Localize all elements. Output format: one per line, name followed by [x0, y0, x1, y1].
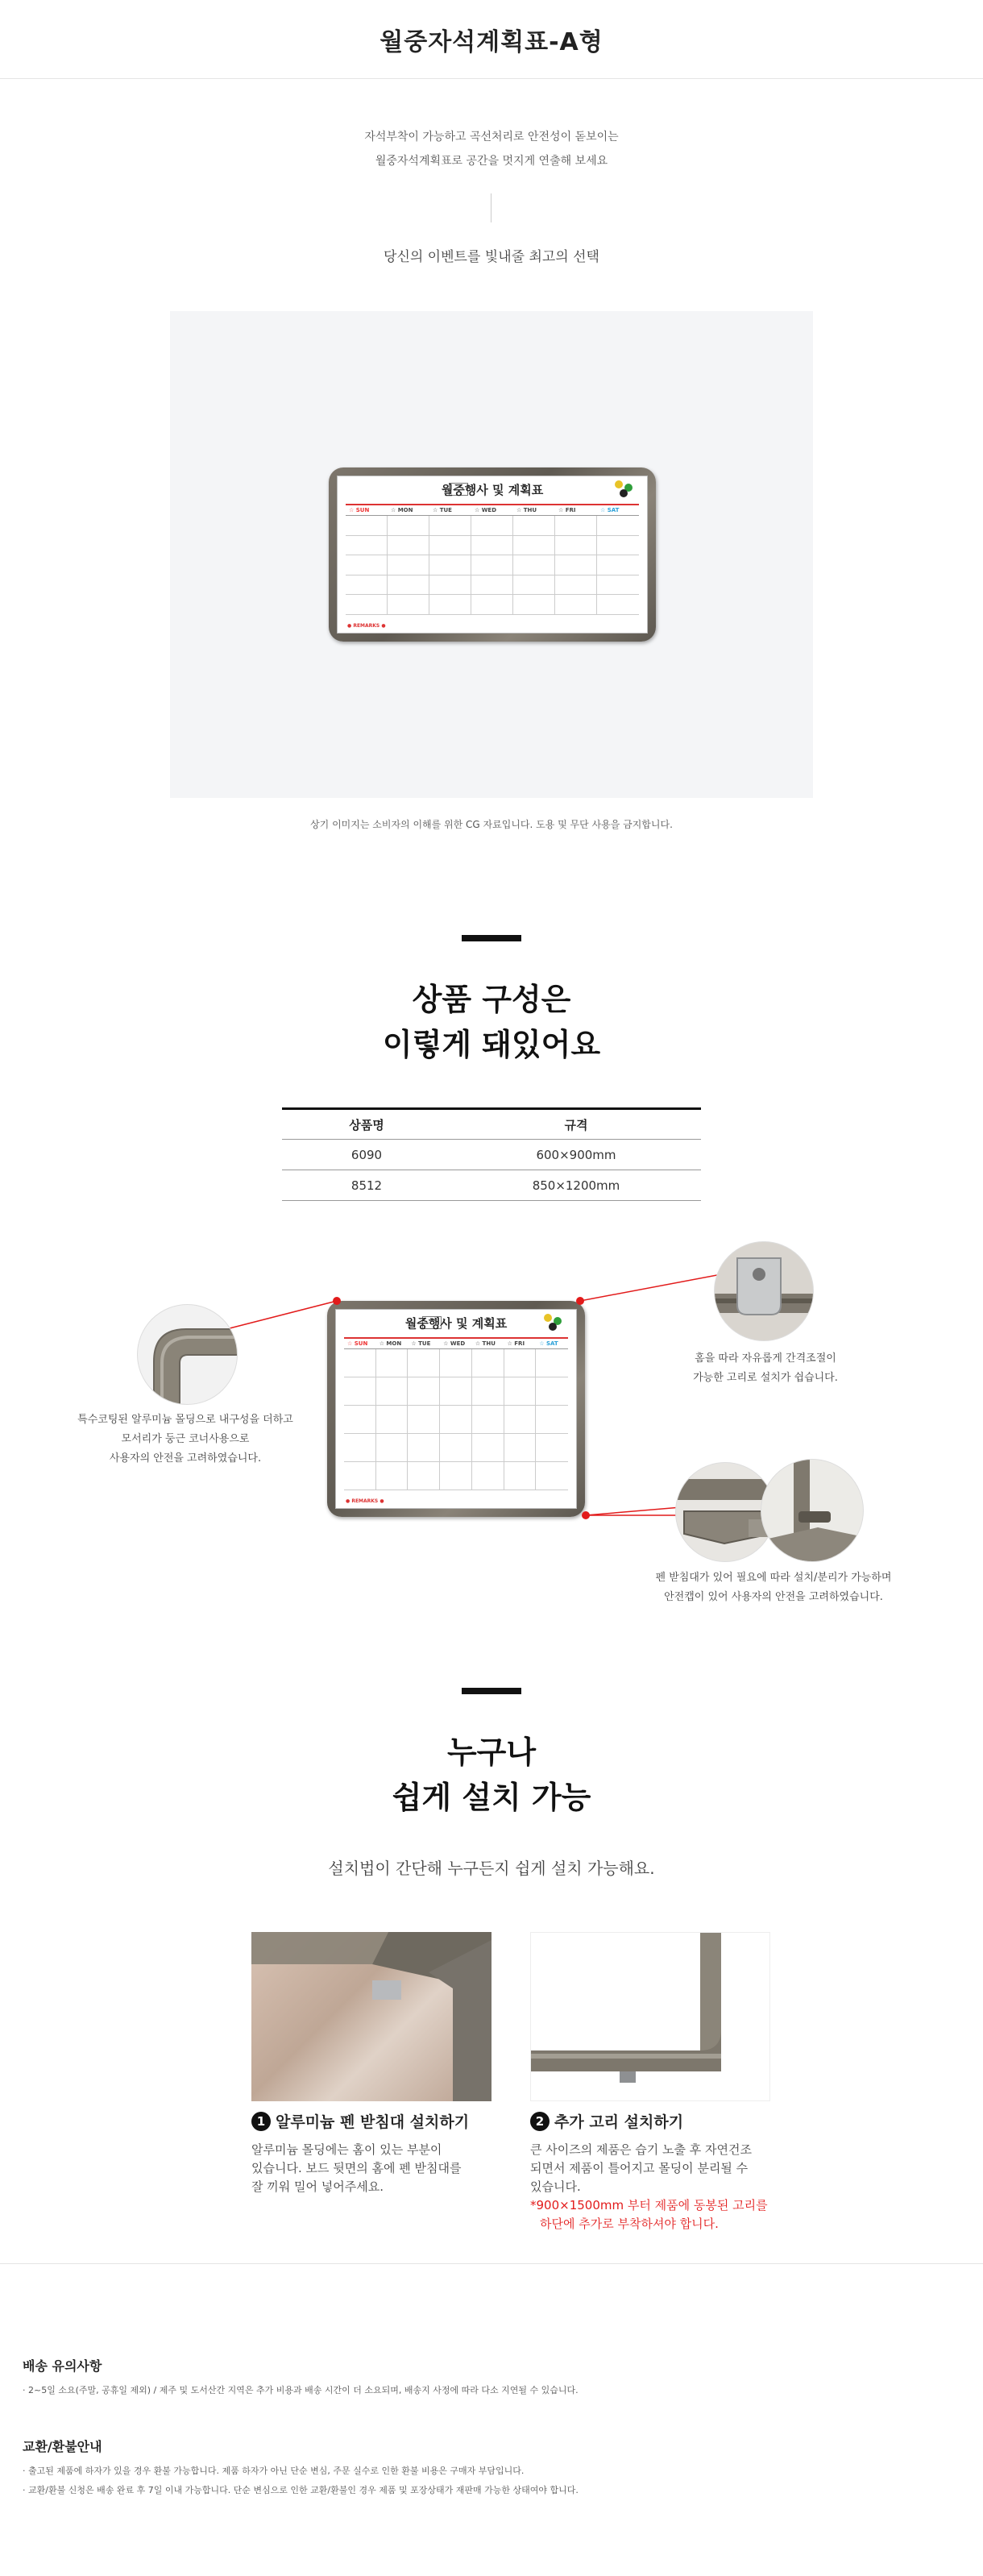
step2-photo: [530, 1932, 770, 2101]
policy-footer: [0, 2263, 983, 2576]
calendar-cell: [440, 1462, 472, 1490]
intro-line-2: 월중자석계획표로 공간을 멋지게 연출해 보세요: [375, 155, 608, 168]
magnet-black: [549, 1323, 557, 1331]
shipping-heading: 배송 유의사항: [23, 2358, 102, 2374]
calendar-cell: [440, 1377, 472, 1406]
calendar-cell: [408, 1434, 440, 1462]
step2-description: [530, 2141, 772, 2233]
calendar-cell: [408, 1349, 440, 1377]
page-title: 월중자석계획표-A형: [380, 27, 603, 56]
install-title-line-2: 쉽게 설치 가능: [392, 1780, 591, 1815]
day-header: ☆ THU: [472, 1339, 504, 1349]
cell-name: 6090: [282, 1140, 451, 1170]
zoom-corner-molding: [137, 1304, 238, 1405]
day-header: ☆ SUN: [346, 505, 388, 516]
calendar-cell: [408, 1462, 440, 1490]
calendar-cell: [408, 1406, 440, 1434]
calendar-cell: [344, 1406, 376, 1434]
zoom-safety-cap: [761, 1459, 864, 1562]
image-caption: 상기 이미지는 소비자의 이해를 위한 CG 자료입니다. 도용 및 무단 사용을 금지합니다.: [310, 819, 673, 830]
calendar-cell: [536, 1434, 568, 1462]
step2-number: 2: [530, 2112, 550, 2131]
note-line: 모서리가 둥근 코너사용으로: [121, 1433, 250, 1445]
calendar-cell: [376, 1377, 409, 1406]
exchange-heading: 교환/환불안내: [23, 2439, 102, 2454]
board-remarks: ● REMARKS ●: [347, 623, 386, 629]
calendar-cell: [376, 1349, 409, 1377]
calendar-cell: [376, 1406, 409, 1434]
exchange-line: · 교환/환불 신청은 배송 완료 후 7일 이내 가능합니다. 단순 변심으로 인한 교환/환불인 경우 제품 및 포장상태가 재판매 가능한 상태여야 합니다.: [23, 2485, 579, 2495]
calendar-cell: [472, 1462, 504, 1490]
magnet-yellow: [544, 1314, 552, 1322]
composition-title-line-1: 상품 구성은: [412, 982, 571, 1017]
day-header: ☆ TUE: [429, 505, 471, 516]
cell-size: 600×900mm: [451, 1140, 701, 1170]
board-remarks: ● REMARKS ●: [346, 1498, 384, 1504]
desc-line: 알루미늄 몰딩에는 홈이 있는 부분이: [251, 2142, 442, 2157]
calendar-cell: [376, 1434, 409, 1462]
calendar-cell: [344, 1462, 376, 1490]
calendar-grid: [344, 1337, 568, 1490]
warning-line: *900×1500mm 부터 제품에 동봉된 고리를: [530, 2198, 768, 2212]
step1-number: 1: [251, 2112, 271, 2131]
calendar-cell: [472, 1349, 504, 1377]
note-line: 사용자의 안전을 고려하였습니다.: [109, 1452, 262, 1465]
step1-title: [251, 2110, 469, 2132]
board-title: 월중행사 및 계획표: [441, 483, 544, 497]
calendar-cell: [376, 1462, 409, 1490]
note-line: 홈을 따라 자유롭게 간격조절이: [695, 1352, 836, 1365]
cell-size: 850×1200mm: [451, 1170, 701, 1201]
whiteboard-detail: [327, 1301, 585, 1517]
board-title: 월중행사 및 계획표: [404, 1316, 508, 1331]
pen-tray-install-illustration: [251, 1932, 492, 2101]
day-header: ☆ WED: [471, 505, 513, 516]
step2-title-text: 추가 고리 설치하기: [554, 2113, 684, 2131]
hanger-illustration: [715, 1242, 814, 1341]
column-header-size: 규격: [451, 1109, 701, 1140]
day-header: ☆ FRI: [555, 505, 597, 516]
install-title-line-1: 누구나: [446, 1735, 537, 1770]
step1-title-text: 알루미늄 펜 받침대 설치하기: [276, 2113, 470, 2131]
warning-line: 하단에 추가로 부착하셔야 합니다.: [540, 2217, 719, 2231]
note-line: 특수코팅된 알루미늄 몰딩으로 내구성을 더하고: [77, 1414, 293, 1426]
safety-cap-illustration: [761, 1460, 864, 1562]
composition-title-line-2: 이렇게 돼있어요: [382, 1027, 601, 1062]
note-line: 가능한 고리로 설치가 쉽습니다.: [693, 1372, 838, 1384]
calendar-cell: [536, 1406, 568, 1434]
day-header: ☆ SAT: [536, 1339, 568, 1349]
calendar-cell: [504, 1406, 537, 1434]
calendar-cell: [344, 1377, 376, 1406]
calendar-cell: [536, 1377, 568, 1406]
zoom-hanger: [714, 1241, 814, 1341]
day-header: ☆ SUN: [344, 1339, 376, 1349]
section-bar: [462, 1688, 521, 1694]
desc-line: 있습니다. 보드 뒷면의 홈에 펜 받침대를: [251, 2161, 462, 2175]
shipping-line: · 2~5일 소요(주말, 공휴일 제외) / 제주 및 도서산간 지역은 추가 비용과 배송 시간이 더 소요되며, 배송지 사정에 따라 다소 지연될 수 있습니다.: [23, 2385, 579, 2395]
desc-line: 잘 끼워 밀어 넣어주세요.: [251, 2179, 384, 2194]
day-header: ☆ TUE: [408, 1339, 440, 1349]
calendar-cell: [504, 1377, 537, 1406]
calendar-cell: [472, 1406, 504, 1434]
step1-description: [251, 2141, 493, 2196]
hook-install-illustration: [531, 1933, 770, 2101]
desc-line: 되면서 제품이 틀어지고 몰딩이 분리될 수: [530, 2161, 749, 2175]
calendar-cell: [504, 1462, 537, 1490]
column-header-name: 상품명: [282, 1109, 451, 1140]
desc-line: 있습니다.: [530, 2179, 581, 2194]
cell-name: 8512: [282, 1170, 451, 1201]
calendar-cell: [440, 1349, 472, 1377]
callout-dot: [582, 1511, 590, 1519]
calendar-cell: [472, 1434, 504, 1462]
calendar-cell: [504, 1434, 537, 1462]
desc-line: 큰 사이즈의 제품은 습기 노출 후 자연건조: [530, 2142, 752, 2157]
day-header: ☆ THU: [513, 505, 555, 516]
step1-photo: [251, 1932, 492, 2101]
day-header: ☆ MON: [376, 1339, 409, 1349]
calendar-cell: [344, 1349, 376, 1377]
calendar-cell: [536, 1349, 568, 1377]
install-subtitle: 설치법이 간단해 누구든지 쉽게 설치 가능해요.: [328, 1859, 655, 1878]
note-pen-tray: [620, 1568, 927, 1607]
note-hanger: [653, 1349, 878, 1388]
exchange-line: · 출고된 제품에 하자가 있을 경우 환불 가능합니다. 제품 하자가 아닌 단순 변심, 주문 실수로 인한 환불 비용은 구매자 부담입니다.: [23, 2466, 525, 2476]
day-header: ☆ SAT: [597, 505, 639, 516]
board-surface: [335, 1309, 577, 1509]
note-line: 펜 받침대가 있어 필요에 따라 설치/분리가 가능하며: [655, 1572, 892, 1584]
callout-dot: [576, 1297, 584, 1305]
corner-molding-illustration: [138, 1305, 238, 1405]
day-header: ☆ MON: [388, 505, 429, 516]
intro-line-1: 자석부착이 가능하고 곡선처리로 안전성이 돋보이는: [364, 131, 619, 143]
note-line: 안전캡이 있어 사용자의 안전을 고려하였습니다.: [664, 1591, 883, 1603]
day-header: ☆ WED: [440, 1339, 472, 1349]
calendar-cell: [440, 1434, 472, 1462]
calendar-cell: [440, 1406, 472, 1434]
install-title: [0, 1730, 983, 1820]
calendar-cell: [408, 1377, 440, 1406]
note-corner-molding: [64, 1411, 306, 1469]
calendar-cell: [472, 1377, 504, 1406]
magnets-icon: [544, 1314, 568, 1332]
calendar-cell: [344, 1434, 376, 1462]
calendar-cell: [536, 1462, 568, 1490]
tagline: 당신의 이벤트를 빛내줄 최고의 선택: [384, 249, 599, 265]
day-header: ☆ FRI: [504, 1339, 537, 1349]
calendar-cell: [504, 1349, 537, 1377]
callout-dot: [333, 1297, 341, 1305]
step2-title: [530, 2110, 683, 2132]
